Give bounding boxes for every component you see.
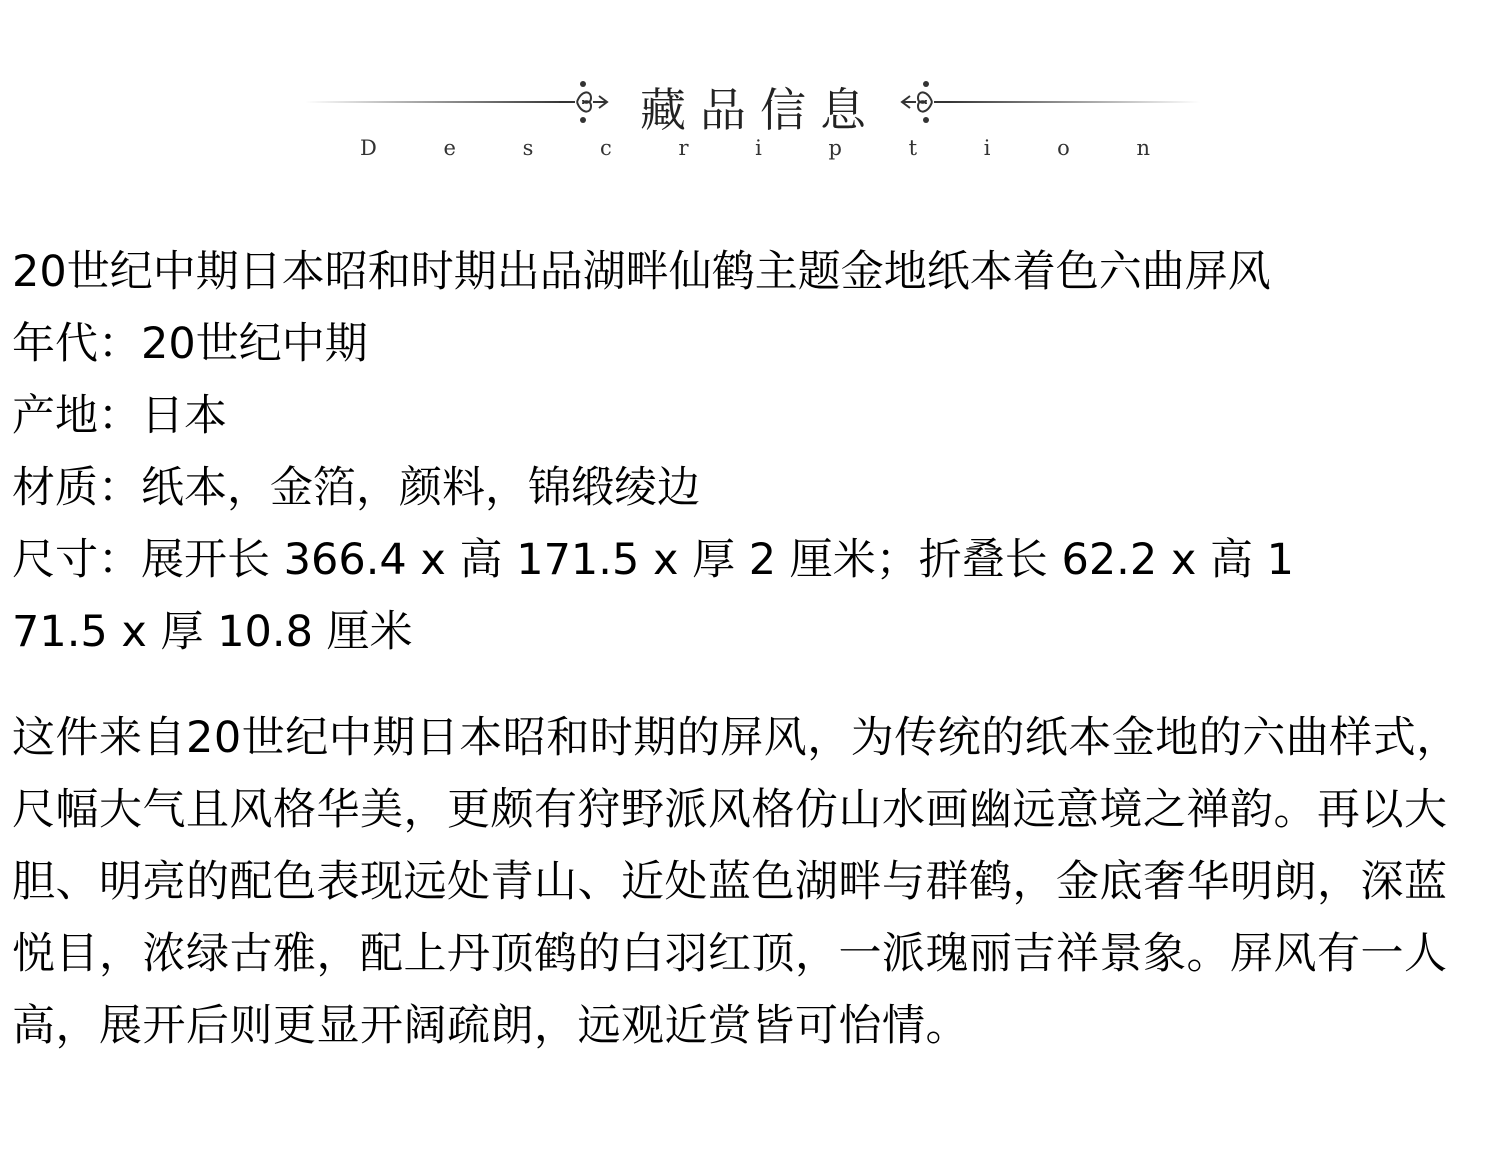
collection-details bbox=[12, 236, 1492, 1062]
subtitle-letter: c bbox=[600, 136, 612, 160]
subtitle-letter: t bbox=[908, 136, 918, 160]
subtitle-letter: i bbox=[755, 136, 762, 160]
header-divider-right bbox=[945, 101, 1200, 103]
item-size-line-1: 尺寸：展开长 366.4 x 高 171.5 x 厚 2 厘米；折叠长 62.2 x 高 1 bbox=[12, 535, 1295, 585]
subtitle-letter: p bbox=[828, 136, 842, 160]
item-material: 材质：纸本，金箔，颜料，锦缎绫边 bbox=[12, 463, 700, 513]
subtitle-letter: e bbox=[443, 136, 456, 160]
subtitle-letter: n bbox=[1136, 136, 1150, 160]
header-divider-left bbox=[305, 101, 565, 103]
item-description: 这件来自20世纪中期日本昭和时期的屏风，为传统的纸本金地的六曲样式，尺幅大气且风格华美，更颇有狩野派风格仿山水画幽远意境之禅韵。再以大胆、明亮的配色表现远处青山、近处蓝色湖畔与群鹤，金底奢华明朗，深蓝悦目，浓绿古雅，配上丹顶鹤的白羽红顶，一派瑰丽吉祥景象。屏风有一人高，展开后则更显开阔疏朗，远观近赏皆可怡情。 bbox=[12, 713, 1460, 1051]
item-origin: 产地：日本 bbox=[12, 391, 227, 441]
flourish-ornament-icon bbox=[555, 74, 611, 130]
item-title: 20世纪中期日本昭和时期出品湖畔仙鹤主题金地纸本着色六曲屏风 bbox=[12, 247, 1271, 297]
section-header bbox=[0, 60, 1500, 170]
item-era: 年代：20世纪中期 bbox=[12, 319, 368, 369]
subtitle-letter: r bbox=[678, 136, 689, 160]
subtitle-letter: i bbox=[983, 136, 991, 160]
section-subtitle bbox=[360, 136, 1150, 160]
subtitle-letter: D bbox=[360, 136, 377, 160]
item-size-line-2: 71.5 x 厚 10.8 厘米 bbox=[12, 607, 413, 657]
section-title: 藏品信息 bbox=[640, 83, 880, 137]
subtitle-letter: o bbox=[1057, 136, 1070, 160]
subtitle-letter: s bbox=[522, 136, 534, 160]
